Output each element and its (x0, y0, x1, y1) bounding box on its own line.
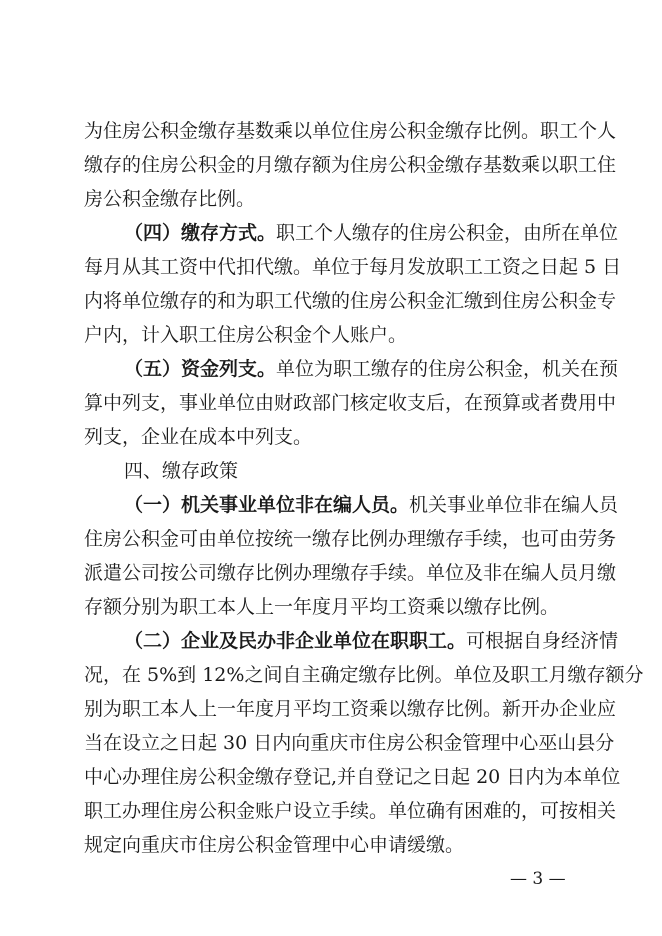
body-text-line: 派遣公司按公司缴存比例办理缴存手续。单位及非在编人员月缴 (84, 562, 617, 584)
paragraph-heading: （二）企业及民办非企业单位在职职工。 (124, 630, 467, 652)
paragraph-first-line (124, 490, 619, 520)
body-text-line: 内将单位缴存的和为职工代缴的住房公积金汇缴到住房公积金专 (84, 290, 617, 312)
body-text-line: 别为职工本人上一年度月平均工资乘以缴存比例。新开办企业应 (84, 698, 617, 720)
body-text-line: 况，在 5%到 12%之间自主确定缴存比例。单位及职工月缴存额分 (84, 664, 644, 686)
body-text-line: 为住房公积金缴存基数乘以单位住房公积金缴存比例。职工个人 (84, 120, 617, 142)
paragraph-first-line (124, 626, 619, 656)
body-text: 可根据自身经济情 (466, 630, 619, 652)
body-text-line: 房公积金缴存比例。 (84, 188, 256, 210)
body-text: 单位为职工缴存的住房公积金，机关在预 (276, 358, 619, 380)
body-text-line: 职工办理住房公积金账户设立手续。单位确有困难的，可按相关 (84, 800, 617, 822)
page-number: — 3 — (510, 869, 566, 889)
section-heading: 四、缴存政策 (124, 460, 239, 482)
body-text-line: 住房公积金可由单位按统一缴存比例办理缴存手续，也可由劳务 (84, 528, 617, 550)
paragraph-heading: （一）机关事业单位非在编人员。 (124, 494, 410, 516)
body-text-line: 存额分别为职工本人上一年度月平均工资乘以缴存比例。 (84, 596, 560, 618)
paragraph-first-line (124, 218, 619, 248)
body-text-line: 规定向重庆市住房公积金管理中心申请缓缴。 (84, 834, 465, 856)
body-text-line: 缴存的住房公积金的月缴存额为住房公积金缴存基数乘以职工住 (84, 154, 617, 176)
paragraph-heading: （四）缴存方式。 (124, 222, 277, 244)
body-text-line: 中心办理住房公积金缴存登记,并自登记之日起 20 日内为本单位 (84, 766, 621, 788)
paragraph-first-line (124, 354, 619, 384)
body-text: 机关事业单位非在编人员 (409, 494, 619, 516)
body-text-line: 列支，企业在成本中列支。 (84, 426, 313, 448)
body-text: 职工个人缴存的住房公积金，由所在单位 (276, 222, 619, 244)
body-text-line: 户内，计入职工住房公积金个人账户。 (84, 324, 408, 346)
body-text-line: 每月从其工资中代扣代缴。单位于每月发放职工工资之日起 5 日 (84, 256, 622, 278)
paragraph-heading: （五）资金列支。 (124, 358, 277, 380)
body-text-line: 算中列支，事业单位由财政部门核定收支后，在预算或者费用中 (84, 392, 617, 414)
body-text-line: 当在设立之日起 30 日内向重庆市住房公积金管理中心巫山县分 (84, 732, 615, 754)
